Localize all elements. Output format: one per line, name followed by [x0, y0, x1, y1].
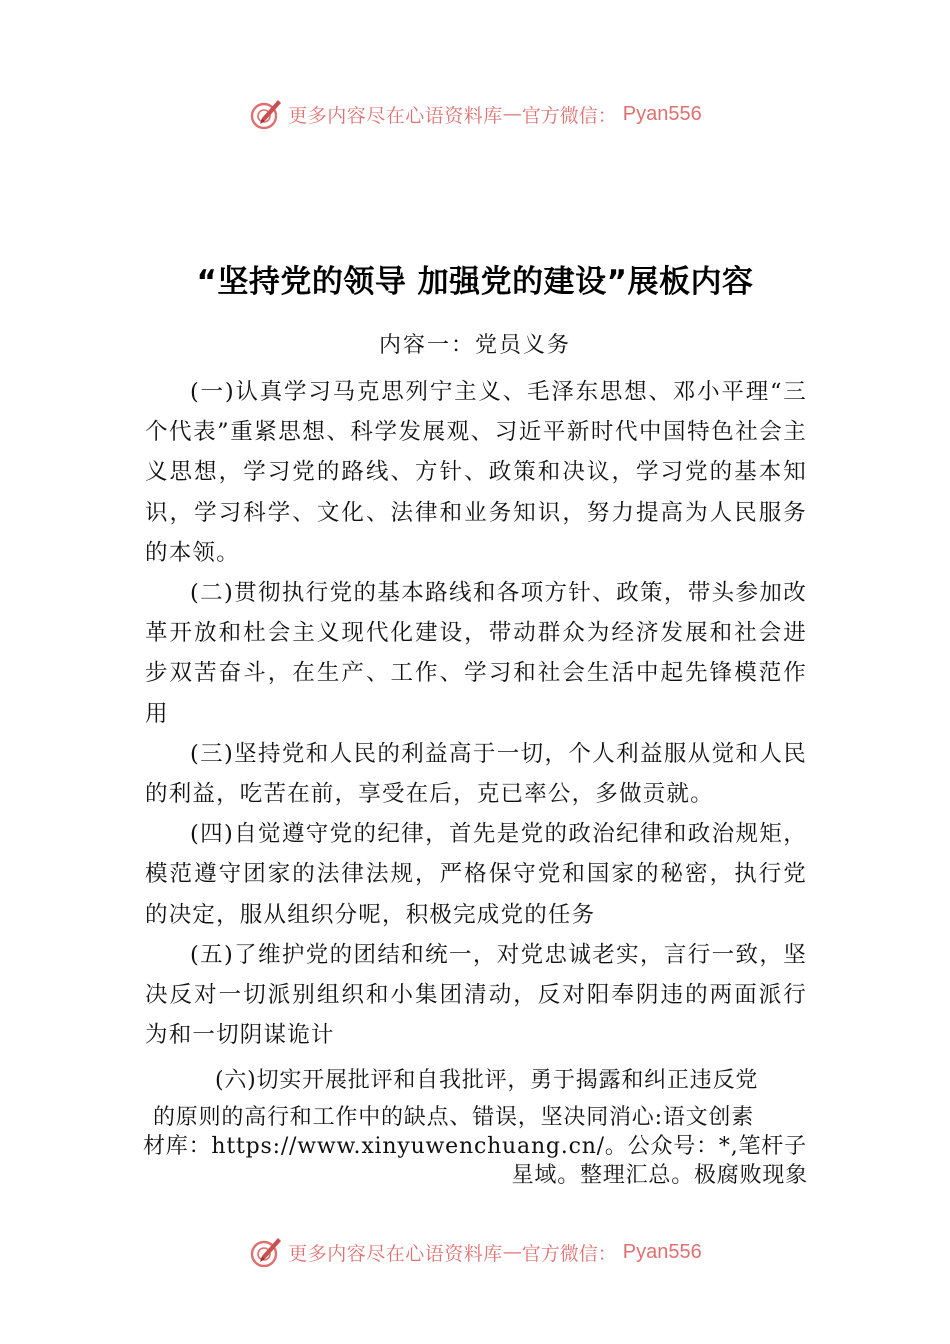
pen-logo-icon — [248, 96, 284, 132]
pen-logo-icon — [248, 1234, 284, 1270]
paragraph-1: (一)认真学习马克思列宁主义、毛泽东思想、邓小平理“三个代表”重紧思想、科学发展观、习近平新时代中国特色社会主义思想，学习党的路线、方针、政策和决议，学习党的基本知识，学习科学、文化、法律和业务知识，努力提高为人民服务的本领。 — [145, 379, 807, 566]
document-title: “坚持党的领导 加强党的建设”展板内容 — [196, 264, 754, 300]
banner-wechat-label: 官方微信： — [521, 1242, 617, 1265]
paragraph-2: (二)贯彻执行党的基本路线和各项方针、政策，带头参加改革开放和杜会主义现代化建设，带动群众为经济发展和社会进步双苦奋斗，在生产、工作、学习和社会生活中起先锋模范作用 — [145, 580, 807, 727]
banner-separator: — — [502, 103, 522, 125]
paragraph-5: (五)了维护党的团结和统一，对党忠诚老实，言行一致，坚决反对一切派别组织和小集团清动，反对阳奉阴违的两面派行为和一切阴谋诡计 — [145, 941, 807, 1049]
tail-line-3: 材库：https://www.xinyuwenchuang.cn/。公众号：*,笔杆子 — [143, 1134, 807, 1159]
tail-line-4: 星域。整理汇总。极腐败现象 — [511, 1163, 808, 1188]
banner-wechat-id: Pyan556 — [622, 102, 702, 125]
banner-text: 更多内容尽在心语资料库 — [288, 1242, 503, 1265]
paragraph-3: (三)坚持党和人民的利益高于一切，个人利益服从觉和人民的利益，吃苦在前，享受在后，克已率公，多做贡就。 — [145, 740, 807, 808]
document-tail — [143, 1066, 808, 1190]
tail-line-2: 的原则的高行和工作中的缺点、错误，坚决同消心:语文创素 — [153, 1105, 755, 1130]
banner-text: 更多内容尽在心语资料库 — [288, 104, 503, 127]
document-subtitle: 内容一：党员义务 — [378, 333, 571, 358]
tail-line-1: (六)切实开展批评和自我批评，勇于揭露和纠正违反党 — [215, 1068, 759, 1093]
banner-separator: — — [502, 1241, 522, 1263]
document-body — [145, 372, 807, 1055]
paragraph-4: (四)自觉遵守党的纪律，首先是党的政治纪律和政治规矩，模范遵守团家的法律法规，严格保守党和国家的秘密，执行党的决定，服从组织分呢，积极完成党的任务 — [145, 821, 807, 928]
footer-banner — [0, 1232, 950, 1272]
banner-wechat-id: Pyan556 — [622, 1240, 702, 1263]
header-banner — [0, 94, 950, 134]
banner-wechat-label: 官方微信： — [521, 104, 617, 127]
